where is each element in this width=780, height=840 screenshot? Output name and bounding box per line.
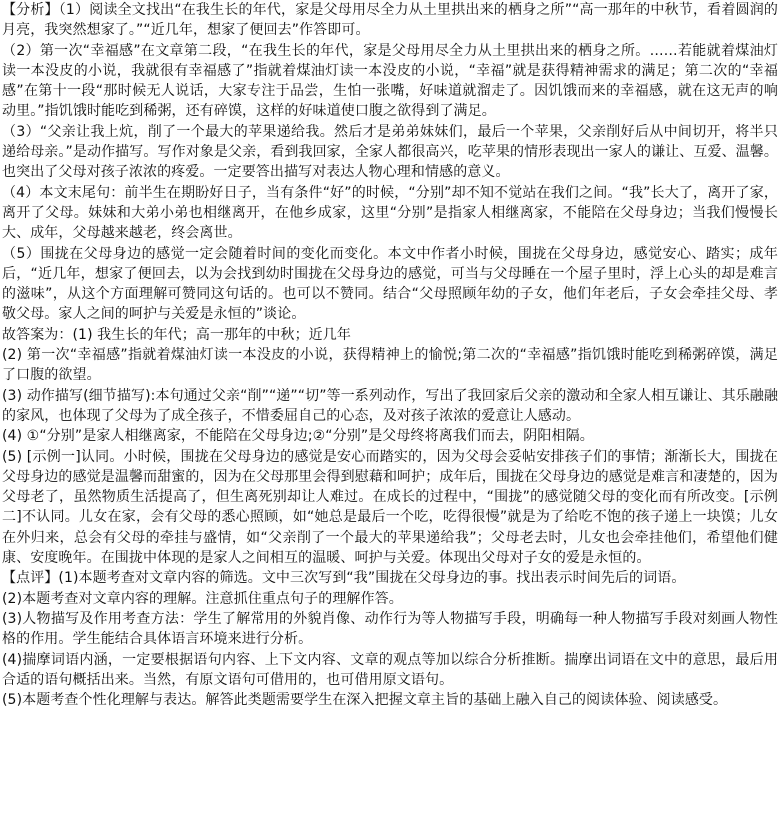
answer-intro: 故答案为：(1) 我生长的年代；高一那年的中秋；近几年 (2, 326, 351, 343)
analysis-part-1 (2, 0, 778, 41)
answer-item-2: (2) 第一次“幸福感”指就着煤油灯读一本没皮的小说，获得精神上的愉悦;第二次的“幸福感”指饥饿时能吃到稀粥碎馍，满足了口腹的欲望。 (2, 347, 778, 384)
analysis-item-1: （1）阅读全文找出“在我生长的年代，家是父母用尽全力从土里拱出来的栖身之所”“高一那年的中秋节，看着圆润的月亮，我突然想家了。”“近几年，想家了便回去”作答即可。 (2, 2, 779, 39)
answer-item-5: (5) [示例一]认同。小时候，围拢在父母身边的感觉是安心而踏实的，因为父母会妥帖安排孩子们的事情；渐渐长大，围拢在父母身边的感觉是温馨而甜蜜的，因为在父母那里会得到慰藉和呵护；成年后，围拢在父母身边的感觉是难言和凄楚的，因为父母老了，虽然物质生活提高了，但生离死别却让人难过。在成长的过程中，“围拢”的感觉随父母的变化而有所改变。[示例二]不认同。儿女在家，会有父母的悉心照顾，如“她总是最后一个吃，吃得很慢”就是为了给吃不饱的孩子递上一块馍；儿女在外归来，总会有父母的牵挂与盛情，如“父亲削了一个最大的苹果递给我”；父母老去时，儿女也会牵挂他们，希望他们健康、安度晚年。在围拢中体现的是家人之间相互的温暖、呵护与关爱。体现出父母对子女的爱是永恒的。 (2, 448, 778, 567)
analysis-item-3: （3）“父亲让我上炕，削了一个最大的苹果递给我。然后才是弟弟妹妹们，最后一个苹果，父亲削好后从中间切开，将半只递给母亲。”是动作描写。写作对象是父亲，看到我回家，全家人都很高兴，吃苹果的情形表现出一家人的谦让、互爱、温馨。也突出了父母对孩子浓浓的疼爱。一定要答出描写对表达人物心理和情感的意义。 (2, 123, 778, 181)
answer-item-3: (3) 动作描写(细节描写):本句通过父亲“削”“递”“切”等一系列动作，写出了我回家后父亲的激动和全家人相互谦让、其乐融融的家风，也体现了父母为了成全孩子，不惜委屈自己的心态，及对孩子浓浓的爱意让人感动。 (2, 387, 778, 424)
comment-item-2: (2)本题考查对文章内容的理解。注意抓住重点句子的理解作答。 (2, 590, 403, 607)
analysis-item-4: （4）本文末尾句：前半生在期盼好日子，当有条件“好”的时候，“分别”却不知不觉站在我们之间。“我”长大了，离开了家，离开了父母。妹妹和大弟小弟也相继离开，在他乡成家，这里“分别”是指家人相继离家，不能陪在父母身边；当我们慢慢长大、成年，父母越来越老，终会离世。 (2, 184, 778, 242)
comment-item-4: (4)揣摩词语内涵，一定要根据语句内容、上下文内容、文章的观点等加以综合分析推断。揣摩出词语在文中的意思，最后用合适的语句概括出来。当然，有原文语句可借用的，也可借用原文语句。 (2, 651, 778, 688)
comment-item-5: (5)本题考查个性化理解与表达。解答此类题需要学生在深入把握文章主旨的基础上融入自己的阅读体验、阅读感受。 (2, 692, 728, 709)
analysis-item-5: （5）围拢在父母身边的感觉一定会随着时间的变化而变化。本文中作者小时候，围拢在父母身边，感觉安心、踏实；成年后，“近几年，想家了便回去，以为会找到幼时围拢在父母身边的感觉，可当与父母睡在一个屋子里时，浮上心头的却是难言的滋味”，从这个方面理解可赞同这句话的。也可以不赞同。结合“父母照顾年幼的子女，他们年老后，子女会牵挂父母、孝敬父母。家人之间的呵护与关爱是永恒的”谈论。 (2, 245, 778, 323)
analysis-item-2: （2）第一次“幸福感”在文章第二段，“在我生长的年代，家是父母用尽全力从土里拱出来的栖身之所。……若能就着煤油灯读一本没皮的小说，我就很有幸福感了”指就着煤油灯读一本没皮的小说，“幸福”就是获得精神需求的满足；第二次的“幸福感”在第十一段“那时候无人说话，大家专注于品尝，生怕一张嘴，好味道就溜走了。因饥饿而来的幸福感，就在这无声的响动里。”指饥饿时能吃到稀粥，还有碎馍，这样的好味道使口腹之欲得到了满足。 (2, 42, 778, 120)
comment-item-1: 【点评】(1)本题考查对文章内容的筛选。文中三次写到“我”围拢在父母身边的事。找出表示时间先后的词语。 (2, 570, 686, 587)
analysis-heading: 【分析】 (2, 2, 59, 18)
answer-item-4: (4) ①“分别”是家人相继离家，不能陪在父母身边;②“分别”是父母终将离我们而去，阴阳相隔。 (2, 428, 594, 445)
comment-item-3: (3)人物描写及作用考查方法：学生了解常用的外貌肖像、动作行为等人物描写手段，明确每一种人物描写手段对刻画人物性格的作用。学生能结合具体语言环境来进行分析。 (2, 610, 778, 648)
